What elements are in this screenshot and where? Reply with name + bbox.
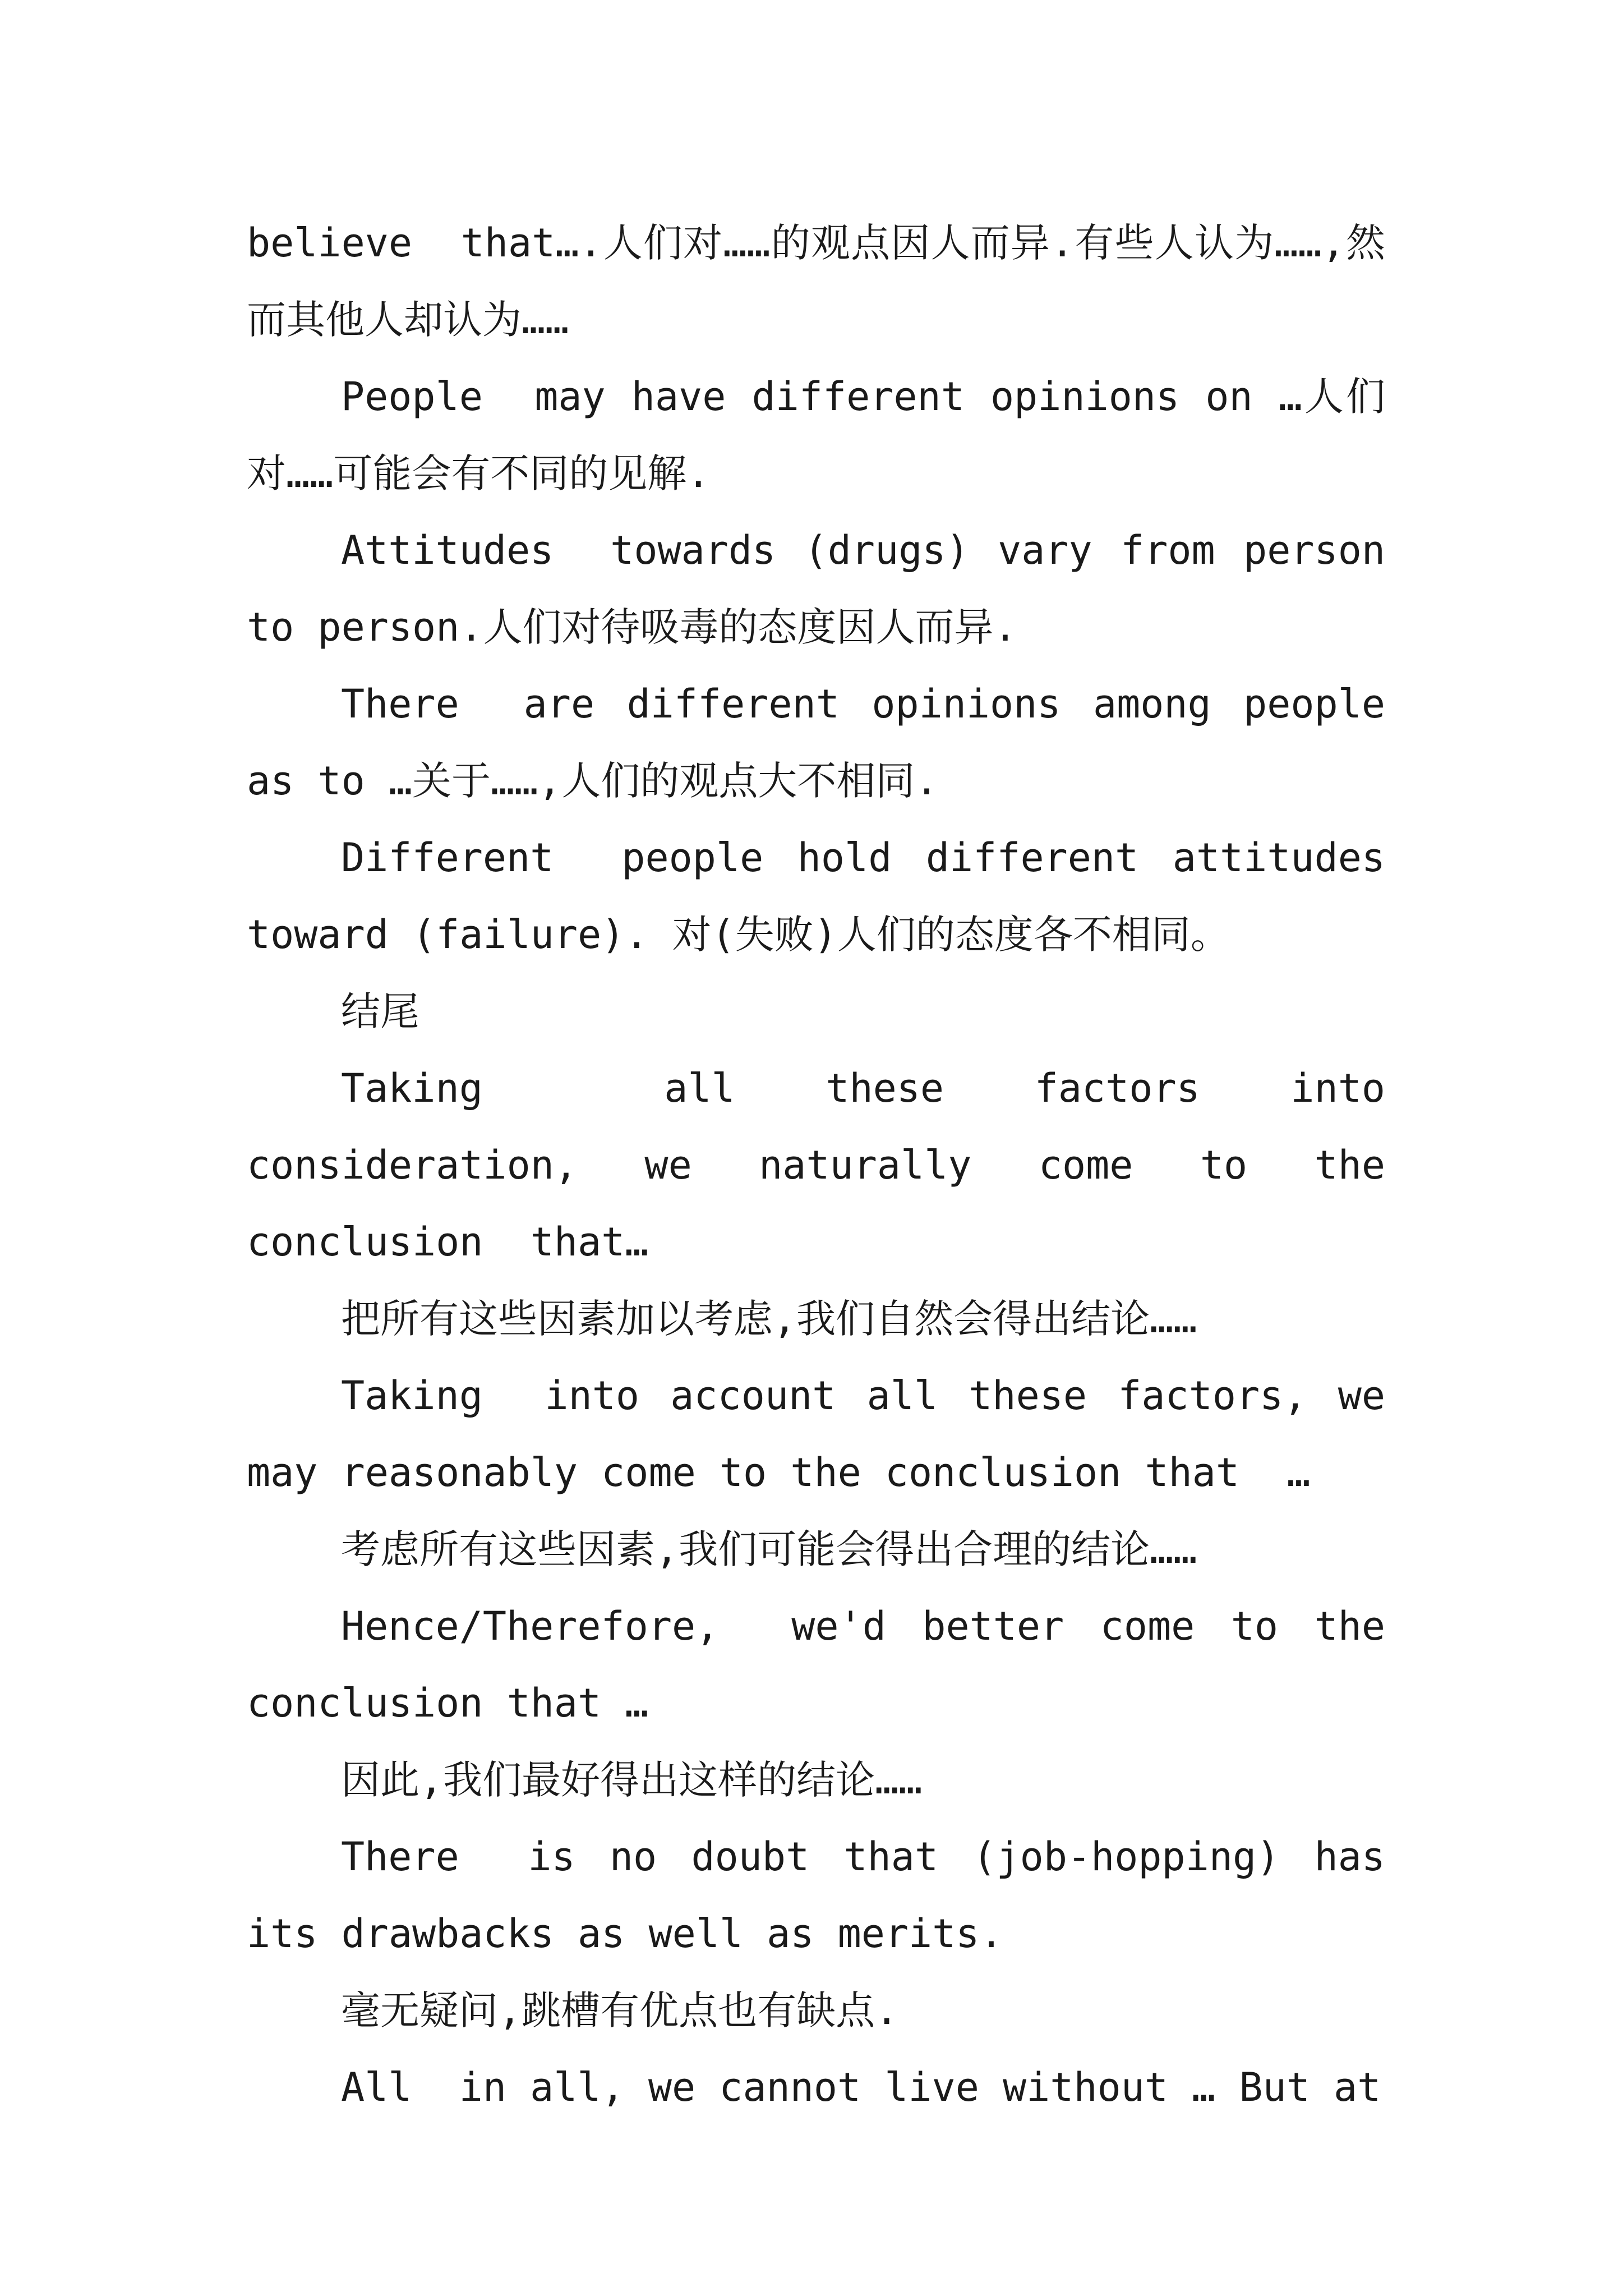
- paragraph-all-in-all: All in all, we cannot live without … But at: [341, 2064, 1381, 2110]
- paragraph-hence-therefore: Hence/Therefore, we'd better come to the conclusion that …: [247, 1603, 1409, 1726]
- paragraph-translation-hence: 因此,我们最好得出这样的结论……: [341, 1757, 923, 1803]
- paragraph-no-doubt: There is no doubt that (job-hopping) has its drawbacks as well as merits.: [247, 1834, 1409, 1957]
- paragraph-attitudes-vary: Attitudes towards (drugs) vary from person to person.人们对待吸毒的态度因人而异.: [247, 527, 1409, 650]
- document-body: [247, 205, 1409, 2126]
- paragraph-translation-account: 考虑所有这些因素,我们可能会得出合理的结论……: [341, 1526, 1197, 1572]
- paragraph-translation-consideration: 把所有这些因素加以考虑,我们自然会得出结论……: [341, 1296, 1197, 1342]
- paragraph-continuation: believe that….人们对……的观点因人而异.有些人认为……,然而其他人却认为……: [247, 220, 1385, 343]
- paragraph-translation-no-doubt: 毫无疑问,跳槽有优点也有缺点.: [341, 1987, 899, 2033]
- paragraph-taking-into-account: Taking into account all these factors, we may reasonably come to the conclusion that …: [247, 1373, 1409, 1496]
- paragraph-different-attitudes: Different people hold different attitudes toward (failure). 对(失败)人们的态度各不相同。: [247, 835, 1409, 958]
- paragraph-different-opinions: People may have different opinions on …人们对……可能会有不同的见解.: [247, 374, 1385, 496]
- paragraph-opinions-among-people: There are different opinions among people as to …关于……,人们的观点大不相同.: [247, 681, 1409, 804]
- paragraph-taking-factors-consideration: Taking all these factors into consideration, we naturally come to the conclusion that…: [247, 1065, 1409, 1265]
- section-heading-conclusion: 结尾: [341, 988, 419, 1034]
